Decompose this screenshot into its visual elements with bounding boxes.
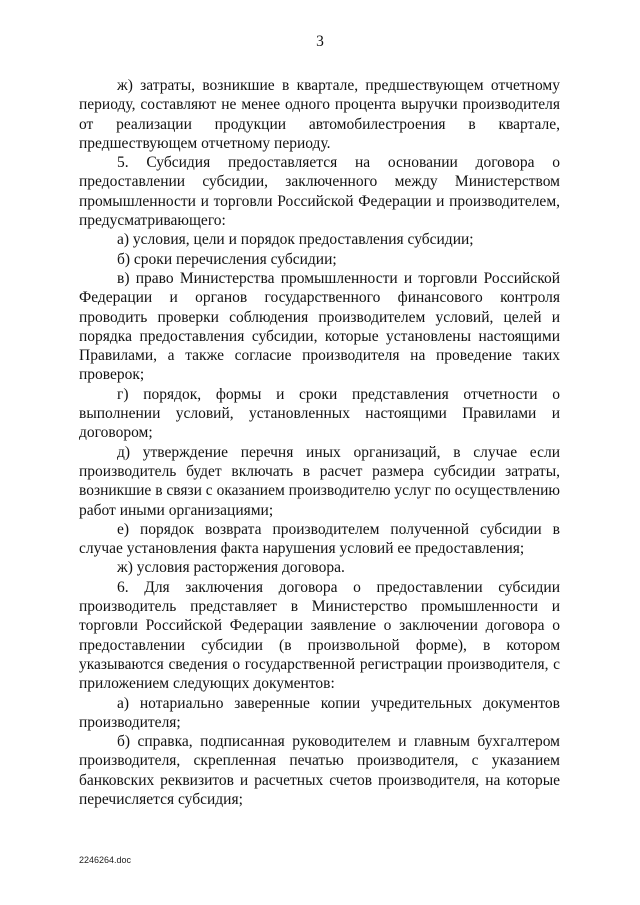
- document-body: [79, 76, 560, 809]
- document-filename: 2246264.doc: [79, 855, 132, 865]
- paragraph-g-reporting: г) порядок, формы и сроки представления отчетности о выполнении условий, установленных настоящими Правилами и договором;: [79, 385, 560, 442]
- paragraph-a-founding-documents: а) нотариально заверенные копии учредительных документов производителя;: [79, 694, 560, 731]
- paragraph-zh-termination: ж) условия расторжения договора.: [117, 559, 345, 577]
- paragraph-e-refund: е) порядок возврата производителем полученной субсидии в случае установления факта нарушения условий ее предоставления;: [79, 520, 560, 558]
- paragraph-6-application: 6. Для заключения договора о предоставлении субсидии производитель представляет в Министерство промышленности и торговли Российской Федерации заявление о заключении договора о предоставлении субсидии (в произвольной форме), в котором указываются сведения о государственной регистрации производителя, с приложением следующих документов:: [79, 578, 560, 693]
- page-number: 3: [316, 33, 324, 50]
- paragraph-5-subsidy-agreement: 5. Субсидия предоставляется на основании договора о предоставлении субсидии, заключенного между Министерством промышленности и торговли Российской Федерации и производителем, предусматривающего:: [79, 154, 560, 230]
- paragraph-v-inspection-right: в) право Министерства промышленности и торговли Российской Федерации и органов государственного финансового контроля проводить проверки соблюдения производителем условий, целей и порядка предоставления субсидии, которые установлены настоящими Правилами, а также согласие производителя на проведение таких проверок;: [79, 269, 560, 384]
- paragraph-a-conditions: а) условия, цели и порядок предоставления субсидии;: [117, 231, 474, 249]
- paragraph-zh-costs: ж) затраты, возникшие в квартале, предшествующем отчетному периоду, составляют не менее одного процента выручки производителя от реализации продукции автомобилестроения в квартале, предшествующем отчетному периоду.: [79, 77, 560, 152]
- paragraph-b-terms: б) сроки перечисления субсидии;: [117, 250, 337, 268]
- paragraph-d-organizations-list: д) утверждение перечня иных организаций, в случае если производитель будет включать в расчет размера субсидии затраты, возникшие в связи с оказанием производителю услуг по осуществлению работ иными организациями;: [79, 443, 560, 519]
- paragraph-b-bank-certificate: б) справка, подписанная руководителем и главным бухгалтером производителя, скрепленная печатью производителя, с указанием банковских реквизитов и расчетных счетов производителя, на которые перечисляется субсидия;: [79, 733, 560, 808]
